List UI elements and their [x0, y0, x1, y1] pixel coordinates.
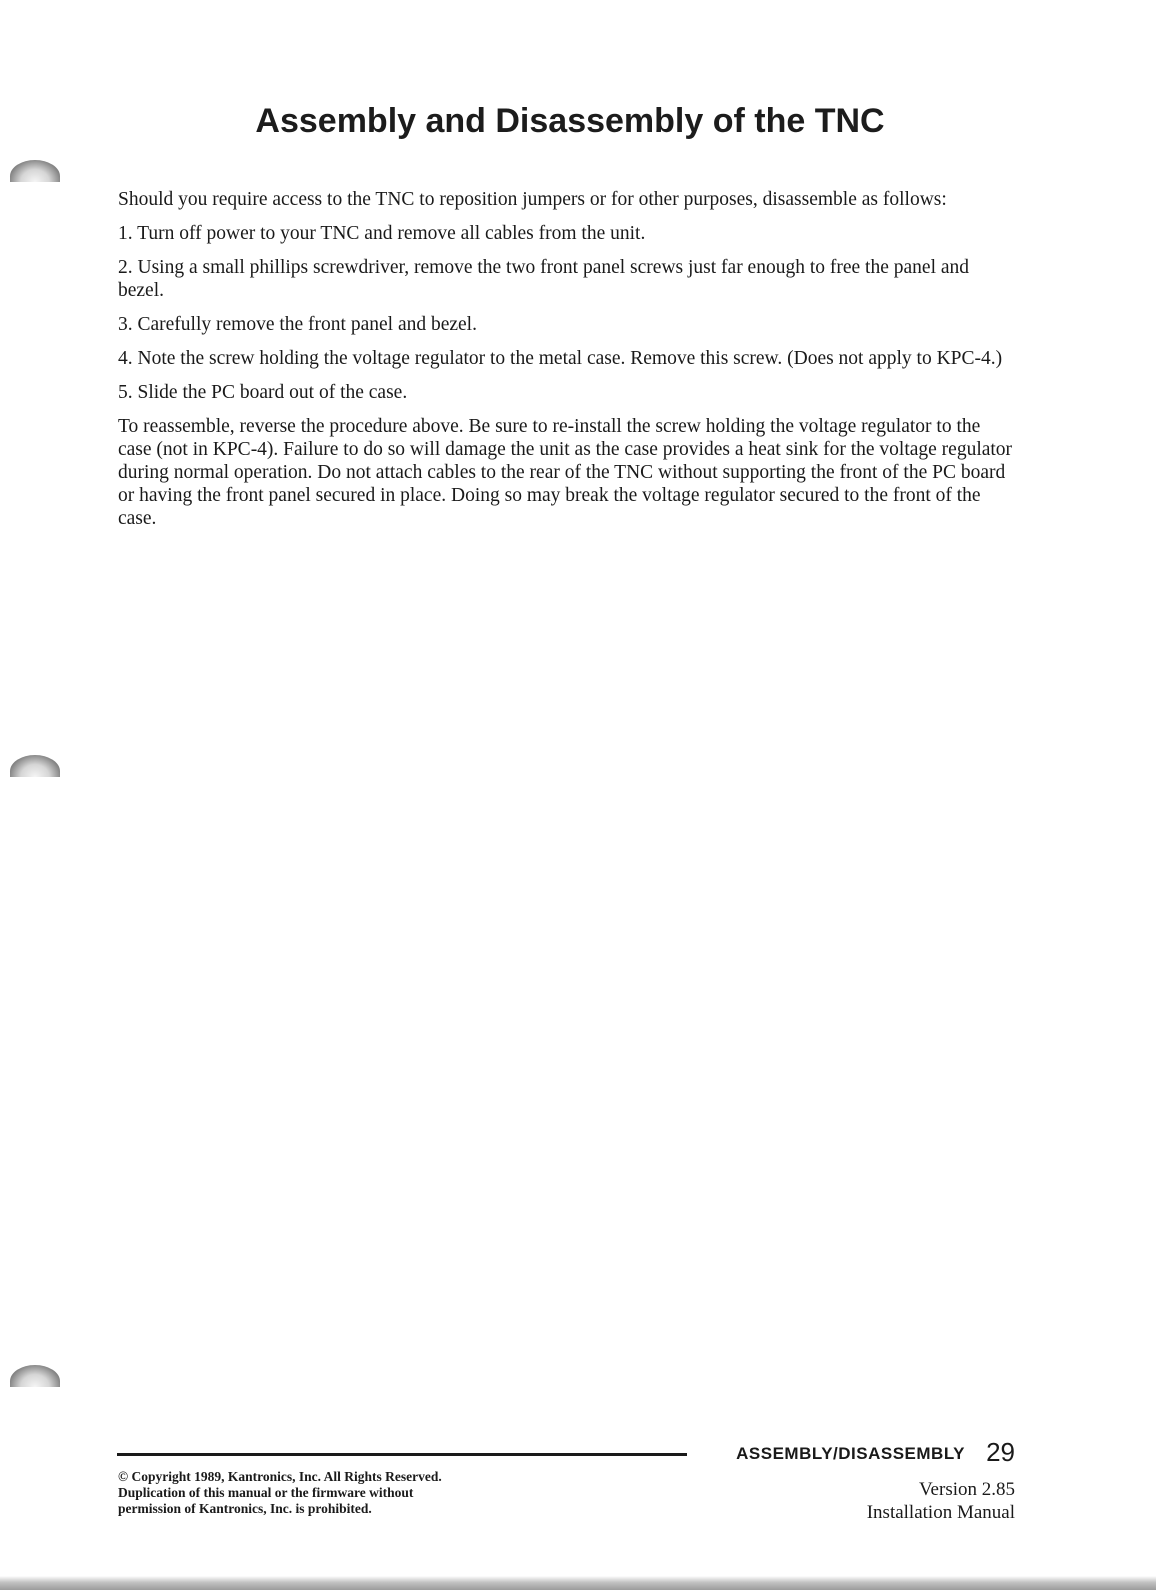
step-3: 3. Carefully remove the front panel and bezel. — [118, 314, 477, 335]
footer-rule — [117, 1453, 687, 1456]
footer-section-label: ASSEMBLY/DISASSEMBLY — [736, 1444, 965, 1463]
copyright-line-1: © Copyright 1989, Kantronics, Inc. All Rights Reserved. — [118, 1469, 442, 1484]
page-number: 29 — [986, 1437, 1015, 1467]
reassembly-paragraph: To reassemble, reverse the procedure above. Be sure to re-install the screw holding the voltage regulator to the case (not in KPC-4). Failure to do so will damage the unit as the case provides a heat sink for the voltage regulator during normal operation. Do not attach cables to the rear of the TNC without supporting the front of the PC board or having the front panel secured in place. Doing so may break the voltage regulator secured to the front of the case. — [118, 416, 1013, 529]
copyright-line-2: Duplication of this manual or the firmware without — [118, 1485, 414, 1500]
step-4: 4. Note the screw holding the voltage regulator to the metal case. Remove this screw. (Does not apply to KPC-4.) — [118, 348, 1003, 369]
manual-name: Installation Manual — [866, 1502, 1015, 1523]
step-2: 2. Using a small phillips screwdriver, remove the two front panel screws just far enough to free the panel and bezel. — [118, 257, 970, 301]
scan-bottom-edge — [0, 1576, 1156, 1590]
copyright-notice — [118, 1469, 598, 1517]
page-title: Assembly and Disassembly of the TNC — [255, 102, 885, 140]
punch-hole-bottom — [10, 1365, 60, 1387]
version-block — [760, 1478, 1015, 1524]
version-text: Version 2.85 — [918, 1479, 1015, 1500]
copyright-line-3: permission of Kantronics, Inc. is prohibited. — [118, 1501, 372, 1516]
step-5: 5. Slide the PC board out of the case. — [118, 382, 408, 403]
intro-paragraph: Should you require access to the TNC to reposition jumpers or for other purposes, disassemble as follows: — [118, 189, 947, 210]
step-1: 1. Turn off power to your TNC and remove all cables from the unit. — [118, 223, 646, 244]
body-text — [118, 188, 1018, 541]
punch-hole-middle — [10, 755, 60, 777]
punch-hole-top — [10, 160, 60, 182]
